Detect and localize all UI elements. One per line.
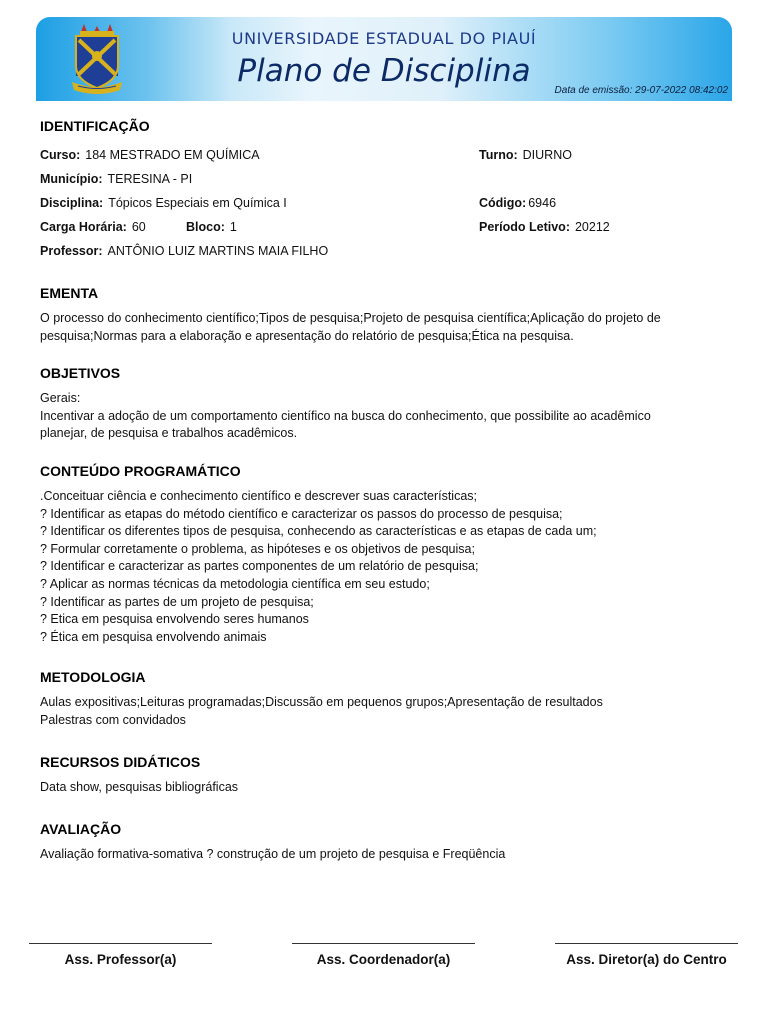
heading-recursos-didaticos: RECURSOS DIDÁTICOS [40, 753, 201, 770]
university-name: UNIVERSIDADE ESTADUAL DO PIAUÍ [231, 29, 537, 48]
heading-conteudo-programatico: CONTEÚDO PROGRAMÁTICO [40, 462, 241, 479]
document-header [36, 17, 732, 101]
signature-line-diretor [555, 943, 738, 944]
text-line: O processo do conhecimento científico;Tipos de pesquisa;Projeto de pesquisa científica;Aplicação do projeto de [40, 311, 661, 325]
text-line: Palestras com convidados [40, 712, 186, 727]
conteudo-text [40, 488, 700, 646]
text-line: ? Formular corretamente o problema, as hipóteses e os objetivos de pesquisa; [40, 541, 475, 556]
value-codigo: 6946 [528, 196, 557, 210]
signature-label-professor: Ass. Professor(a) [64, 952, 177, 967]
text-line: ? Identificar os diferentes tipos de pesquisa, conhecendo as características e as etapas de cada um; [40, 524, 597, 539]
row-carga-bloco-periodo [40, 219, 700, 243]
text-line: ? Identificar as partes de um projeto de pesquisa; [40, 594, 314, 609]
label-carga-horaria: Carga Horária: [40, 220, 127, 234]
text-line: ? Identificar e caracterizar as partes componentes de um relatório de pesquisa; [40, 559, 479, 574]
text-line: ? Identificar as etapas do método científico e caracterizar os passos do processo de pesquisa; [40, 506, 563, 521]
document-body [40, 118, 700, 864]
signature-label-diretor: Ass. Diretor(a) do Centro [566, 952, 727, 967]
value-municipio: TERESINA - PI [107, 172, 193, 186]
signature-line-professor [29, 943, 212, 944]
row-disciplina-codigo [40, 195, 700, 219]
emission-date: Data de emissão: 29-07-2022 08:42:02 [554, 85, 728, 96]
label-disciplina: Disciplina: [40, 196, 104, 210]
signature-line-coordenador [292, 943, 475, 944]
value-bloco: 1 [229, 220, 237, 234]
objetivos-text [40, 390, 700, 443]
text-line: ? Ética em pesquisa envolvendo animais [40, 629, 267, 644]
heading-ementa: EMENTA [40, 285, 99, 301]
text-line: Avaliação formativa-somativa ? construção de um projeto de pesquisa e Freqüência [40, 847, 506, 862]
text-line: ? Etica em pesquisa envolvendo seres humanos [40, 612, 309, 627]
value-curso: 184 MESTRADO EM QUÍMICA [85, 148, 260, 162]
text-line: planejar, de pesquisa e trabalhos acadêmicos. [40, 426, 298, 441]
label-municipio: Município: [40, 172, 103, 186]
label-bloco: Bloco: [186, 220, 225, 234]
heading-avaliacao: AVALIAÇÃO [40, 821, 122, 838]
avaliacao-text [40, 846, 700, 864]
recursos-text [40, 779, 700, 797]
text-line: pesquisa;Normas para a elaboração e apresentação do relatório de pesquisa;Ética na pesquisa. [40, 328, 574, 343]
signature-label-coordenador: Ass. Coordenador(a) [316, 952, 451, 967]
text-line: Aulas expositivas;Leituras programadas;Discussão em pequenos grupos;Apresentação de resultados [40, 695, 603, 710]
text-line: Data show, pesquisas bibliográficas [40, 779, 239, 794]
label-turno: Turno: [479, 148, 518, 162]
row-municipio [40, 171, 700, 195]
text-line: .Conceituar ciência e conhecimento científico e descrever suas características; [40, 488, 478, 503]
heading-identificacao: IDENTIFICAÇÃO [40, 118, 150, 134]
text-line: Incentivar a adoção de um comportamento científico na busca do conhecimento, que possibilite ao acadêmico [40, 408, 651, 423]
ementa-text [40, 310, 700, 345]
label-curso: Curso: [40, 148, 81, 162]
text-line: Gerais: [40, 391, 81, 406]
value-disciplina: Tópicos Especiais em Química I [108, 196, 287, 210]
row-professor [40, 243, 700, 267]
value-turno: DIURNO [522, 148, 572, 162]
label-codigo: Código: [479, 196, 527, 210]
row-curso-turno [40, 147, 700, 171]
value-carga-horaria: 60 [131, 220, 146, 234]
heading-metodologia: METODOLOGIA [40, 669, 146, 686]
text-line: ? Aplicar as normas técnicas da metodologia científica em seu estudo; [40, 576, 430, 591]
document-title: Plano de Disciplina [237, 53, 531, 89]
label-periodo-letivo: Período Letivo: [479, 220, 570, 234]
value-periodo-letivo: 20212 [574, 220, 610, 234]
value-professor: ANTÔNIO LUIZ MARTINS MAIA FILHO [107, 244, 329, 258]
metodologia-text [40, 694, 700, 729]
heading-objetivos: OBJETIVOS [40, 365, 121, 382]
label-professor: Professor: [40, 244, 103, 258]
